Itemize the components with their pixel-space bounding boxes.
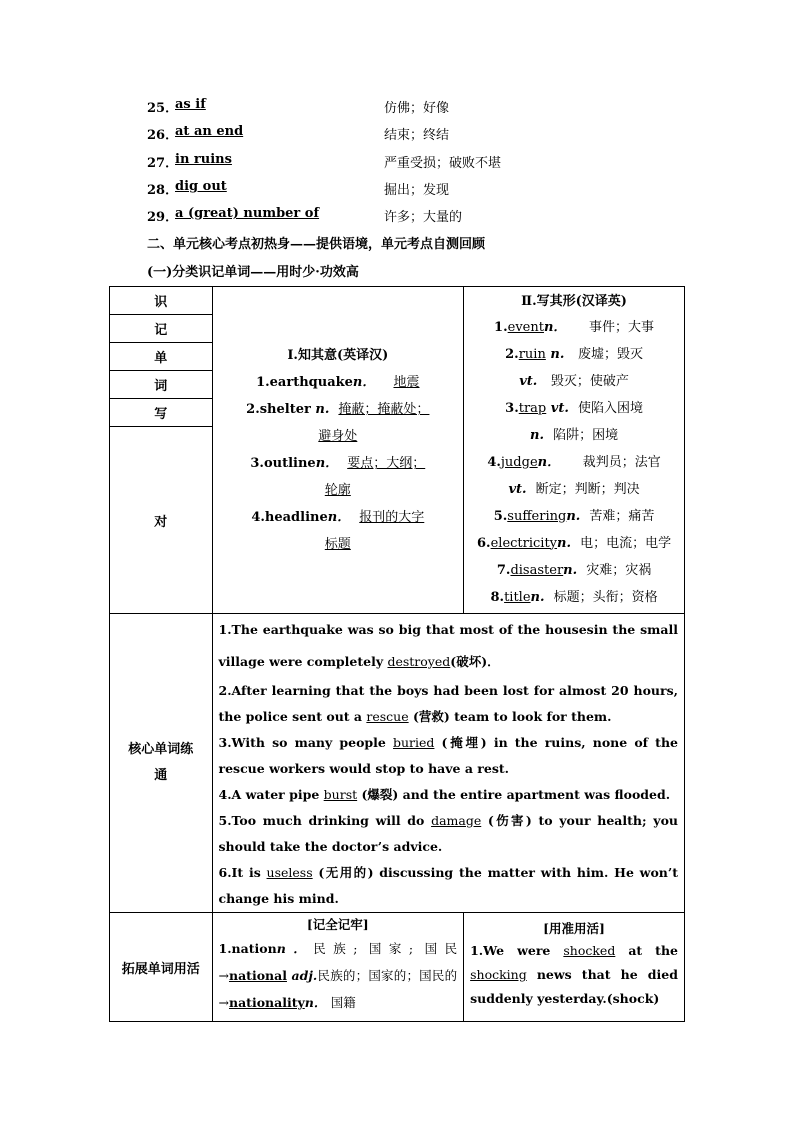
- part2-item-7: 7.disastern. 灾难；灾祸: [496, 562, 652, 578]
- label-cell: 识: [110, 287, 213, 315]
- sentence-2: 2.After learning that the boys had been lost for almost 20 hours, the police sent out a rescue (营救) team to look for them.: [218, 683, 678, 724]
- part1-cell: [212, 287, 464, 614]
- sentence-4: 4.A water pipe burst (爆裂) and the entire apartment was flooded.: [218, 787, 671, 802]
- phrase-row: [147, 97, 707, 115]
- label-cell: 词: [110, 371, 213, 399]
- part1-item-2: 2.shelter n. 掩蔽；掩蔽处；: [246, 402, 430, 417]
- phrase-chinese: 掘出；发现: [384, 183, 450, 198]
- phrase-number: 27．: [147, 156, 179, 171]
- sentence-6: 6.It is useless (无用的) discussing the matter with him. He won’t change his mind.: [218, 865, 678, 906]
- part1-item-4: 4.headlinen． 报刊的大字: [251, 510, 425, 525]
- phrase-row: [147, 152, 707, 170]
- phrase-number: 28．: [147, 183, 179, 198]
- phrase-english: dig out: [175, 179, 227, 194]
- phrase-english: as if: [175, 97, 206, 112]
- extension-left-cell: [212, 913, 464, 1022]
- part1-item-3-cont: 轮廓: [324, 483, 351, 498]
- part1-item-3: 3.outlinen． 要点；大纲；: [250, 456, 426, 471]
- core-sentences-cell: [212, 614, 685, 913]
- phrase-english: at an end: [175, 124, 244, 139]
- part2-item-8: 8.titlen. 标题；头衔；资格: [490, 589, 658, 605]
- core-words-label: 核心单词练 通: [110, 614, 213, 913]
- phrase-number: 29．: [147, 210, 179, 225]
- extension-right-heading: [用准用活]: [543, 921, 605, 936]
- part2-item-5: 5.sufferingn. 苦难；痛苦: [493, 508, 655, 524]
- part2-item-3b: n. 陷阱；困境: [530, 427, 619, 443]
- extension-right-cell: [464, 913, 685, 1022]
- part2-item-3: 3.trap vt. 使陷入困境: [505, 400, 643, 416]
- part2-item-1: 1.eventn． 事件；大事: [494, 319, 655, 335]
- part1-item-4-cont: 标题: [324, 537, 351, 552]
- phrase-number: 25．: [147, 101, 179, 116]
- phrase-row: [147, 179, 707, 197]
- section-heading: 二、单元核心考点初热身——提供语境，单元考点自测回顾: [147, 237, 486, 252]
- phrase-chinese: 严重受损；破败不堪: [384, 156, 502, 171]
- label-cell: 单: [110, 343, 213, 371]
- vocabulary-table: [109, 286, 685, 1022]
- sentence-3: 3.With so many people buried (掩埋) in the ruins, none of the rescue workers would stop to have a rest.: [218, 735, 678, 776]
- label-cell: 写: [110, 399, 213, 427]
- phrase-english: a (great) number of: [175, 206, 320, 221]
- part2-title: Ⅱ.写其形(汉译英): [521, 293, 627, 309]
- part1-item-1: 1.earthquaken． 地震: [256, 375, 420, 390]
- phrase-row: [147, 206, 707, 224]
- extension-left-text: 1.nationn．民族; 国家; 国民→national adj.民族的；国家的；国民的→nationalityn． 国籍: [218, 941, 458, 1010]
- phrase-number: 26．: [147, 128, 179, 143]
- phrase-chinese: 许多；大量的: [384, 210, 463, 225]
- part2-item-4b: vt. 断定；判断；判决: [508, 481, 640, 497]
- label-cell: 对: [110, 427, 213, 614]
- part2-item-2b: vt. 毁灭；使破产: [519, 373, 629, 389]
- part1-title: Ⅰ.知其意(英译汉): [287, 348, 389, 363]
- phrase-row: [147, 124, 707, 142]
- extension-label: 拓展单词用活: [110, 913, 213, 1022]
- extension-right-text: 1.We were shocked at the shocking news that he died suddenly yesterday.(shock): [470, 943, 678, 1006]
- phrase-english: in ruins: [175, 152, 232, 167]
- part2-item-2: 2.ruin n. 废墟；毁灭: [505, 346, 643, 362]
- phrase-chinese: 仿佛；好像: [384, 101, 450, 116]
- phrase-chinese: 结束；终结: [384, 128, 450, 143]
- sentence-1: 1.The earthquake was so big that most of the housesin the small village were completely destroyed(破坏)．: [218, 622, 678, 669]
- sentence-5: 5.Too much drinking will do damage (伤害) to your health; you should take the doctor’s advice.: [218, 813, 678, 854]
- part1-item-2-cont: 避身处: [318, 429, 358, 444]
- part2-item-6: 6.electricityn. 电；电流；电学: [477, 535, 672, 551]
- extension-left-heading: [记全记牢]: [306, 917, 369, 932]
- label-cell: 记: [110, 315, 213, 343]
- part2-cell: [464, 287, 685, 614]
- sub-heading: (一)分类识记单词——用时少·功效高: [147, 265, 359, 280]
- part2-item-4: 4.judgen． 裁判员；法官: [487, 454, 661, 470]
